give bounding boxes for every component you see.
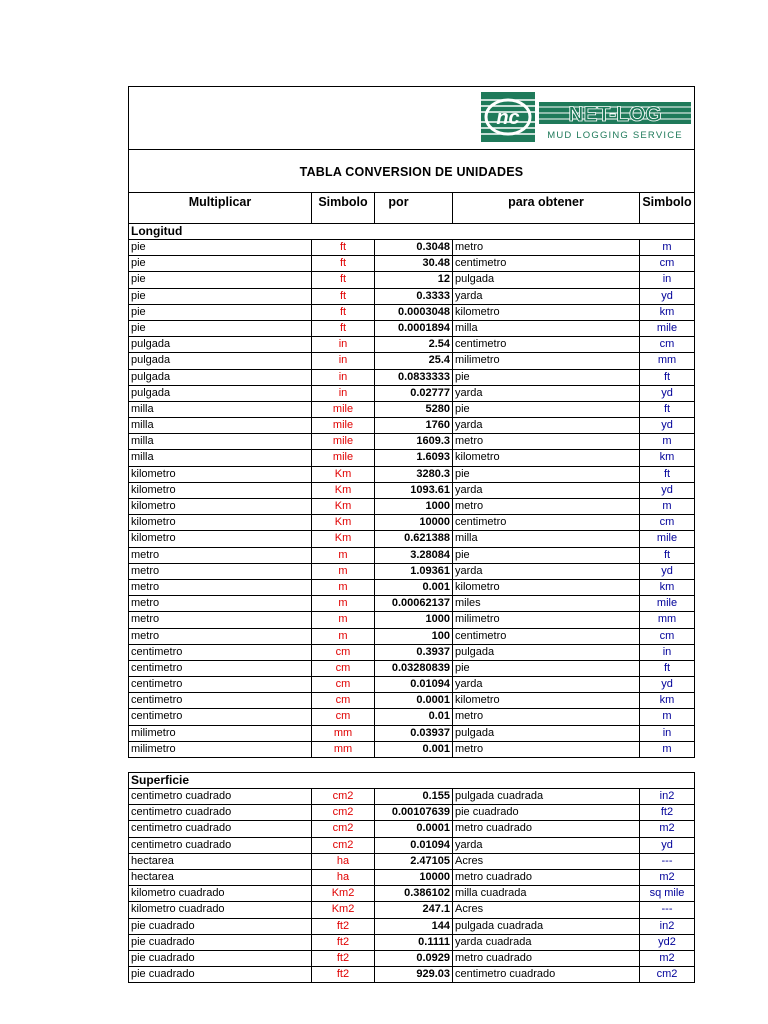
factor-cell: 2.54 — [374, 337, 452, 352]
section-superficie — [128, 772, 695, 983]
symbol-to-cell: ft — [639, 548, 694, 563]
unit-to-cell: metro — [452, 434, 639, 449]
unit-to-cell: yarda — [452, 838, 639, 853]
factor-cell: 0.03280839 — [374, 661, 452, 676]
symbol-to-cell: m2 — [639, 870, 694, 885]
unit-to-cell: pie — [452, 402, 639, 417]
unit-from-cell: centimetro — [131, 710, 183, 723]
unit-from-cell: kilometro — [131, 500, 176, 512]
factor-cell: 1000 — [374, 612, 452, 627]
factor-cell: 0.1111 — [374, 935, 452, 950]
symbol-from-cell: Km2 — [311, 902, 374, 917]
conversion-sheet — [128, 86, 695, 983]
table-row — [129, 645, 694, 661]
table-row — [129, 951, 694, 967]
unit-to-cell: kilometro — [452, 693, 639, 708]
table-row — [129, 726, 694, 742]
factor-cell: 0.001 — [374, 742, 452, 757]
net-log-logo — [481, 92, 691, 142]
unit-to-cell: metro cuadrado — [452, 870, 639, 885]
col-header-para-obtener: para obtener — [452, 193, 639, 223]
svg-text:nc: nc — [496, 107, 520, 129]
symbol-from-cell: cm — [311, 677, 374, 692]
factor-cell: 1609.3 — [374, 434, 452, 449]
symbol-from-cell: Km — [311, 515, 374, 530]
symbol-from-cell: ft2 — [311, 967, 374, 982]
symbol-from-cell: cm2 — [311, 805, 374, 820]
unit-to-cell: metro — [452, 709, 639, 724]
symbol-from-cell: m — [311, 548, 374, 563]
table-row — [129, 289, 694, 305]
symbol-to-cell: sq mile — [639, 886, 694, 901]
unit-to-cell: yarda — [452, 289, 639, 304]
unit-to-cell: centimetro cuadrado — [452, 967, 639, 982]
symbol-from-cell: m — [311, 612, 374, 627]
svg-text:NET-LOG: NET-LOG — [568, 103, 662, 126]
symbol-from-cell: ft — [311, 272, 374, 287]
unit-to-cell: metro — [452, 240, 639, 255]
section-title: Longitud — [129, 224, 694, 240]
factor-cell: 0.621388 — [374, 531, 452, 546]
symbol-to-cell: ft2 — [639, 805, 694, 820]
unit-to-cell: metro — [452, 742, 639, 757]
symbol-from-cell: m — [311, 564, 374, 579]
factor-cell: 0.0001 — [374, 821, 452, 836]
table-row — [129, 450, 694, 466]
col-header-simbolo-to: Simbolo — [639, 193, 694, 223]
factor-cell: 0.01094 — [374, 677, 452, 692]
unit-to-cell: centimetro — [452, 629, 639, 644]
symbol-from-cell: ft — [311, 321, 374, 336]
factor-cell: 0.01094 — [374, 838, 452, 853]
symbol-from-cell: cm2 — [311, 838, 374, 853]
factor-cell: 10000 — [374, 870, 452, 885]
section-gap — [128, 758, 695, 772]
factor-cell: 25.4 — [374, 353, 452, 368]
symbol-to-cell: mile — [639, 531, 694, 546]
symbol-to-cell: m2 — [639, 821, 694, 836]
symbol-from-cell: Km — [311, 467, 374, 482]
table-row — [129, 967, 694, 983]
factor-cell: 0.155 — [374, 789, 452, 804]
symbol-to-cell: ft — [639, 661, 694, 676]
unit-from-cell: pie cuadrado — [131, 919, 195, 932]
unit-from-cell: metro — [131, 629, 160, 642]
unit-from-cell: pulgada — [131, 354, 171, 367]
symbol-to-cell: in — [639, 726, 694, 741]
symbol-from-cell: mile — [311, 402, 374, 417]
symbol-from-cell: ft2 — [311, 935, 374, 950]
symbol-to-cell: m2 — [639, 951, 694, 966]
symbol-to-cell: m — [639, 240, 694, 255]
symbol-to-cell: mm — [639, 353, 694, 368]
symbol-to-cell: --- — [639, 854, 694, 869]
unit-from-cell: metro — [131, 597, 160, 610]
unit-to-cell: metro cuadrado — [452, 821, 639, 836]
sections-container — [128, 223, 695, 983]
unit-from-cell: milla — [131, 402, 154, 415]
symbol-to-cell: mm — [639, 612, 694, 627]
table-row — [129, 789, 694, 805]
symbol-from-cell: in — [311, 386, 374, 401]
table-row — [129, 902, 694, 918]
table-row — [129, 548, 694, 564]
symbol-to-cell: yd — [639, 418, 694, 433]
unit-from-cell: centimetro — [131, 645, 183, 658]
factor-cell: 1093.61 — [374, 483, 452, 498]
table-row — [129, 612, 694, 628]
table-row — [129, 483, 694, 499]
symbol-from-cell: cm — [311, 645, 374, 660]
table-row — [129, 677, 694, 693]
factor-cell: 10000 — [374, 515, 452, 530]
symbol-to-cell: m — [639, 434, 694, 449]
symbol-from-cell: mile — [311, 450, 374, 465]
symbol-to-cell: in — [639, 645, 694, 660]
unit-to-cell: pie — [452, 661, 639, 676]
unit-to-cell: kilometro — [452, 450, 639, 465]
unit-to-cell: milimetro — [452, 612, 639, 627]
unit-from-cell: pie — [131, 321, 146, 334]
symbol-from-cell: cm2 — [311, 789, 374, 804]
unit-from-cell: centimetro cuadrado — [131, 806, 232, 819]
symbol-from-cell: in — [311, 337, 374, 352]
factor-cell: 3280.3 — [374, 467, 452, 482]
symbol-to-cell: m — [639, 499, 694, 514]
table-row — [129, 515, 694, 531]
col-header-por: por — [374, 193, 452, 223]
symbol-from-cell: cm — [311, 709, 374, 724]
table-row — [129, 272, 694, 288]
table-row — [129, 661, 694, 677]
unit-from-cell: kilometro — [131, 483, 176, 496]
table-row — [129, 580, 694, 596]
table-row — [129, 467, 694, 483]
unit-from-cell: pie — [131, 289, 146, 302]
factor-cell: 0.0929 — [374, 951, 452, 966]
unit-to-cell: kilometro — [452, 305, 639, 320]
unit-from-cell: centimetro — [131, 678, 183, 691]
table-row — [129, 337, 694, 353]
symbol-from-cell: m — [311, 596, 374, 611]
table-row — [129, 709, 694, 725]
symbol-to-cell: yd — [639, 289, 694, 304]
symbol-to-cell: mile — [639, 321, 694, 336]
unit-from-cell: metro — [131, 564, 160, 577]
factor-cell: 0.03937 — [374, 726, 452, 741]
symbol-from-cell: ft — [311, 289, 374, 304]
symbol-from-cell: mm — [311, 726, 374, 741]
symbol-from-cell: ft2 — [311, 951, 374, 966]
table-row — [129, 321, 694, 337]
header — [128, 86, 695, 149]
symbol-to-cell: cm2 — [639, 967, 694, 982]
unit-from-cell: centimetro — [131, 661, 183, 674]
title-row — [128, 149, 695, 192]
symbol-to-cell: yd — [639, 483, 694, 498]
factor-cell: 1.09361 — [374, 564, 452, 579]
unit-from-cell: kilometro cuadrado — [131, 887, 225, 900]
unit-to-cell: yarda — [452, 386, 639, 401]
factor-cell: 0.00107639 — [374, 805, 452, 820]
symbol-from-cell: mm — [311, 742, 374, 757]
unit-from-cell: metro — [131, 548, 160, 561]
factor-cell: 929.03 — [374, 967, 452, 982]
symbol-from-cell: ft — [311, 240, 374, 255]
symbol-from-cell: m — [311, 629, 374, 644]
symbol-from-cell: cm2 — [311, 821, 374, 836]
unit-from-cell: centimetro — [131, 694, 183, 707]
unit-from-cell: kilometro — [131, 532, 176, 545]
svg-text:MUD LOGGING SERVICE: MUD LOGGING SERVICE — [547, 130, 683, 141]
table-row — [129, 629, 694, 645]
table-row — [129, 886, 694, 902]
factor-cell: 0.0001894 — [374, 321, 452, 336]
unit-to-cell: kilometro — [452, 580, 639, 595]
symbol-from-cell: m — [311, 580, 374, 595]
unit-from-cell: milla — [131, 419, 154, 432]
unit-from-cell: pie cuadrado — [131, 951, 195, 964]
table-row — [129, 935, 694, 951]
unit-from-cell: hectarea — [131, 854, 174, 867]
unit-to-cell: metro cuadrado — [452, 951, 639, 966]
unit-to-cell: Acres — [452, 854, 639, 869]
symbol-to-cell: cm — [639, 256, 694, 271]
unit-from-cell: kilometro cuadrado — [131, 903, 225, 916]
unit-to-cell: pie cuadrado — [452, 805, 639, 820]
factor-cell: 3.28084 — [374, 548, 452, 563]
symbol-from-cell: ha — [311, 870, 374, 885]
table-row — [129, 805, 694, 821]
unit-to-cell: yarda — [452, 418, 639, 433]
symbol-from-cell: Km2 — [311, 886, 374, 901]
symbol-from-cell: cm — [311, 693, 374, 708]
factor-cell: 0.386102 — [374, 886, 452, 901]
factor-cell: 0.0001 — [374, 693, 452, 708]
unit-from-cell: kilometro — [131, 516, 176, 529]
unit-from-cell: metro — [131, 613, 160, 626]
factor-cell: 1000 — [374, 499, 452, 514]
unit-to-cell: milla — [452, 531, 639, 546]
unit-to-cell: centimetro — [452, 515, 639, 530]
table-row — [129, 870, 694, 886]
unit-to-cell: centimetro — [452, 337, 639, 352]
unit-from-cell: milimetro — [131, 742, 176, 755]
unit-to-cell: milla cuadrada — [452, 886, 639, 901]
table-row — [129, 370, 694, 386]
factor-cell: 0.0833333 — [374, 370, 452, 385]
table-row — [129, 353, 694, 369]
factor-cell: 0.3333 — [374, 289, 452, 304]
table-row — [129, 386, 694, 402]
unit-from-cell: pulgada — [131, 370, 171, 383]
table-row — [129, 402, 694, 418]
unit-to-cell: yarda — [452, 564, 639, 579]
table-row — [129, 256, 694, 272]
unit-to-cell: centimetro — [452, 256, 639, 271]
unit-from-cell: centimetro cuadrado — [131, 822, 232, 835]
symbol-to-cell: yd — [639, 838, 694, 853]
unit-from-cell: metro — [131, 580, 160, 593]
symbol-from-cell: ft — [311, 305, 374, 320]
factor-cell: 12 — [374, 272, 452, 287]
symbol-from-cell: in — [311, 353, 374, 368]
symbol-to-cell: ft — [639, 467, 694, 482]
table-row — [129, 564, 694, 580]
unit-to-cell: milimetro — [452, 353, 639, 368]
symbol-to-cell: cm — [639, 629, 694, 644]
unit-from-cell: kilometro — [131, 467, 176, 480]
factor-cell: 0.3937 — [374, 645, 452, 660]
unit-from-cell: pie — [131, 273, 146, 286]
unit-to-cell: pie — [452, 370, 639, 385]
symbol-from-cell: ft — [311, 256, 374, 271]
table-row — [129, 821, 694, 837]
unit-from-cell: milla — [131, 435, 154, 448]
symbol-to-cell: km — [639, 305, 694, 320]
unit-to-cell: yarda — [452, 677, 639, 692]
factor-cell: 247.1 — [374, 902, 452, 917]
unit-from-cell: pie cuadrado — [131, 935, 195, 948]
symbol-to-cell: m — [639, 742, 694, 757]
table-row — [129, 531, 694, 547]
factor-cell: 0.3048 — [374, 240, 452, 255]
symbol-to-cell: cm — [639, 337, 694, 352]
unit-to-cell: milla — [452, 321, 639, 336]
table-row — [129, 596, 694, 612]
table-row — [129, 434, 694, 450]
col-header-multiplicar: Multiplicar — [188, 195, 252, 209]
symbol-from-cell: Km — [311, 499, 374, 514]
symbol-to-cell: km — [639, 580, 694, 595]
symbol-to-cell: in — [639, 272, 694, 287]
factor-cell: 0.01 — [374, 709, 452, 724]
section-title: Superficie — [129, 773, 694, 789]
unit-from-cell: pulgada — [131, 386, 171, 399]
factor-cell: 1.6093 — [374, 450, 452, 465]
factor-cell: 30.48 — [374, 256, 452, 271]
unit-from-cell: centimetro cuadrado — [131, 790, 232, 802]
symbol-to-cell: --- — [639, 902, 694, 917]
symbol-to-cell: in2 — [639, 789, 694, 804]
unit-to-cell: pulgada cuadrada — [452, 789, 639, 804]
symbol-to-cell: ft — [639, 370, 694, 385]
symbol-to-cell: yd2 — [639, 935, 694, 950]
unit-to-cell: pulgada — [452, 272, 639, 287]
factor-cell: 1760 — [374, 418, 452, 433]
symbol-to-cell: cm — [639, 515, 694, 530]
symbol-from-cell: Km — [311, 483, 374, 498]
unit-from-cell: pulgada — [131, 338, 171, 351]
unit-to-cell: pie — [452, 548, 639, 563]
factor-cell: 144 — [374, 919, 452, 934]
unit-to-cell: pulgada cuadrada — [452, 919, 639, 934]
table-row — [129, 305, 694, 321]
table-row — [129, 742, 694, 758]
unit-from-cell: milimetro — [131, 726, 176, 739]
unit-from-cell: pie — [131, 305, 146, 318]
symbol-to-cell: m — [639, 709, 694, 724]
unit-to-cell: pulgada — [452, 645, 639, 660]
unit-from-cell: pie — [131, 241, 146, 253]
factor-cell: 5280 — [374, 402, 452, 417]
section-longitud — [128, 223, 695, 758]
unit-to-cell: yarda cuadrada — [452, 935, 639, 950]
symbol-to-cell: in2 — [639, 919, 694, 934]
page-title: TABLA CONVERSION DE UNIDADES — [299, 165, 524, 179]
symbol-from-cell: Km — [311, 531, 374, 546]
symbol-to-cell: yd — [639, 677, 694, 692]
unit-from-cell: pie cuadrado — [131, 968, 195, 981]
unit-from-cell: centimetro cuadrado — [131, 838, 232, 851]
unit-to-cell: Acres — [452, 902, 639, 917]
col-header-simbolo-from: Simbolo — [311, 193, 374, 223]
symbol-to-cell: km — [639, 693, 694, 708]
table-row — [129, 418, 694, 434]
table-row — [129, 854, 694, 870]
symbol-to-cell: km — [639, 450, 694, 465]
factor-cell: 0.0003048 — [374, 305, 452, 320]
symbol-to-cell: ft — [639, 402, 694, 417]
column-header-row — [128, 192, 695, 223]
table-row — [129, 919, 694, 935]
table-row — [129, 240, 694, 256]
unit-from-cell: pie — [131, 257, 146, 270]
factor-cell: 0.00062137 — [374, 596, 452, 611]
unit-to-cell: metro — [452, 499, 639, 514]
unit-to-cell: miles — [452, 596, 639, 611]
factor-cell: 0.001 — [374, 580, 452, 595]
symbol-from-cell: ha — [311, 854, 374, 869]
table-row — [129, 499, 694, 515]
symbol-from-cell: ft2 — [311, 919, 374, 934]
unit-to-cell: yarda — [452, 483, 639, 498]
symbol-from-cell: mile — [311, 418, 374, 433]
factor-cell: 100 — [374, 629, 452, 644]
table-row — [129, 693, 694, 709]
unit-from-cell: milla — [131, 451, 154, 464]
symbol-from-cell: mile — [311, 434, 374, 449]
factor-cell: 2.47105 — [374, 854, 452, 869]
unit-to-cell: pie — [452, 467, 639, 482]
symbol-from-cell: in — [311, 370, 374, 385]
table-row — [129, 838, 694, 854]
symbol-to-cell: yd — [639, 386, 694, 401]
symbol-to-cell: mile — [639, 596, 694, 611]
unit-from-cell: hectarea — [131, 870, 174, 883]
unit-to-cell: pulgada — [452, 726, 639, 741]
factor-cell: 0.02777 — [374, 386, 452, 401]
symbol-from-cell: cm — [311, 661, 374, 676]
symbol-to-cell: yd — [639, 564, 694, 579]
